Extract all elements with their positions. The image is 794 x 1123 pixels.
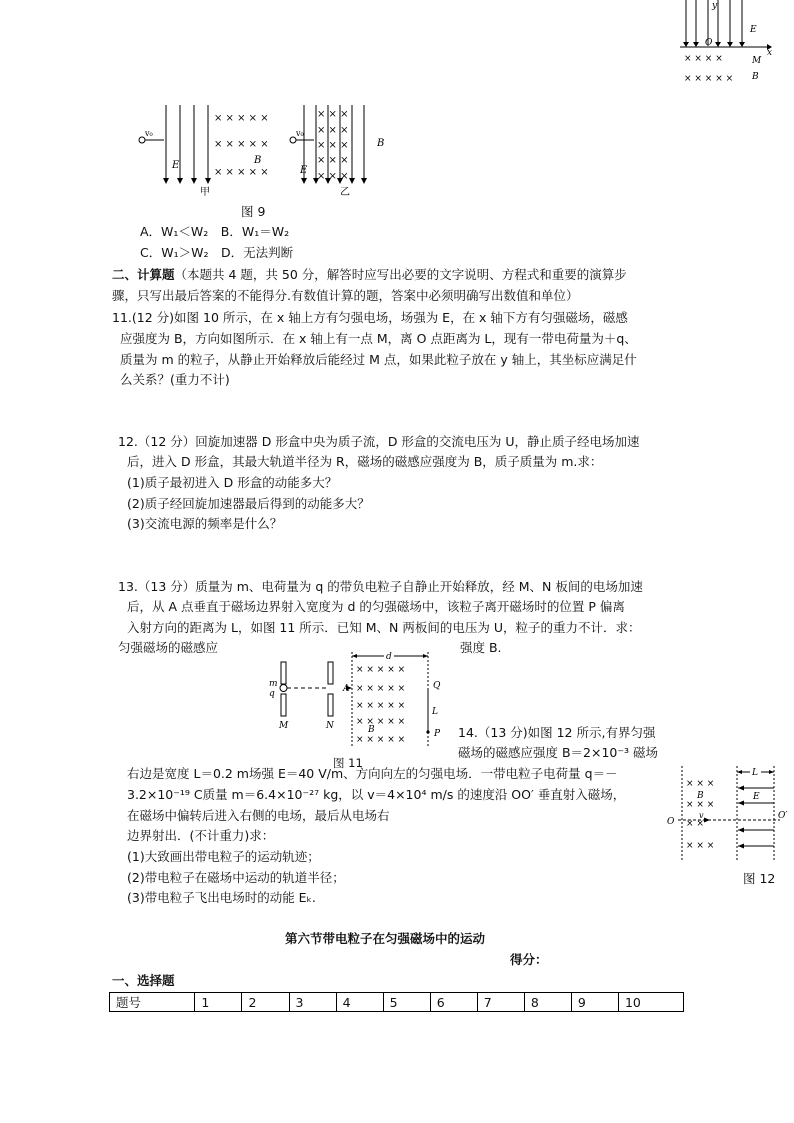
svg-text:× × ×: × × × (317, 155, 349, 166)
svg-text:× × × × ×: × × × × × (214, 113, 269, 124)
figure-11 (266, 648, 446, 750)
q14-line4: 3.2×10⁻¹⁹ C质量 m＝6.4×10⁻²⁷ kg，以 v＝4×10⁴ m/s 的速度沿 OO′ 垂直射入磁场， (127, 787, 626, 802)
fig11-m: m (269, 679, 278, 689)
fig10-y: y (712, 1, 718, 11)
svg-text:× × ×: × × × (686, 841, 715, 851)
figure-12 (664, 764, 792, 862)
fig12-v: v (699, 811, 704, 820)
answer-header-cell: 题号 (110, 993, 195, 1012)
fig9-E2: E (300, 165, 308, 176)
svg-text:× × ×: × × × (686, 800, 715, 810)
fig9-B1: B (254, 155, 262, 166)
q14-line2: 磁场的磁感应强度 B＝2×10⁻³ 磁场 (458, 745, 658, 760)
q11-line3: 质量为 m 的粒子，从静止开始释放后能经过 M 点，如果此粒子放在 y 轴上，其坐标应满足什 (120, 352, 637, 367)
fig9-jia: 甲 (200, 187, 210, 198)
fig9-yi: 乙 (340, 187, 350, 198)
q14-line5: 在磁场中偏转后进入右侧的电场，最后从电场右 (127, 808, 390, 823)
fig11-P: P (434, 729, 441, 739)
q12-sub3: (3)交流电源的频率是什么？ (127, 516, 283, 531)
fig11-A: A (343, 684, 350, 694)
svg-text:× × × × ×: × × × × × (356, 684, 406, 694)
q13-line4b: 强度 B. (460, 640, 502, 655)
section1-heading: 一、选择题 (112, 973, 175, 988)
answer-title: 第六节带电粒子在匀强磁场中的运动 (285, 931, 486, 946)
svg-text:× × × × ×: × × × × × (214, 167, 269, 178)
svg-text:× × ×: × × × (317, 125, 349, 136)
answer-num-cell: 3 (289, 993, 336, 1012)
answer-table (109, 992, 684, 1012)
figure-10 (672, 0, 782, 92)
svg-text:× × × × ×: × × × × × (356, 735, 406, 745)
q14-sub3: (3)带电粒子飞出电场时的动能 Eₖ. (127, 890, 316, 905)
section2-heading (112, 265, 627, 285)
q12-line1: 12.（12 分）回旋加速器 D 形盒中央为质子流，D 形盒的交流电压为 U，静止质子经电场加速 (118, 434, 640, 449)
fig12-O: O (667, 817, 675, 827)
q14-line6: 边界射出．(不计重力)求： (127, 828, 275, 843)
fig9-B2: B (377, 138, 385, 149)
fig9-v0-b: v₀ (296, 129, 304, 138)
fig9-v0-a: v₀ (145, 129, 153, 138)
fig11-q: q (269, 689, 275, 699)
q12-line2: 后，进入 D 形盒，其最大轨道半径为 R，磁场的磁感应强度为 B，质子质量为 m.求： (127, 454, 603, 469)
fig11-L: L (432, 707, 438, 717)
section2-intro: （本题共 4 题，共 50 分，解答时应写出必要的文字说明、方程式和重要的演算步 (174, 267, 627, 282)
q12-sub2: (2)质子经回旋加速器最后得到的动能多大？ (127, 496, 370, 511)
fig10-O: O (705, 38, 713, 48)
q14-line3: 右边是宽度 L＝0.2 m场强 E＝40 V/m、方向向左的匀强电场．一带电粒子电荷量 q＝－ (127, 766, 618, 781)
answer-num-cell: 2 (242, 993, 289, 1012)
fig10-B: B (752, 72, 759, 82)
fig12-O-prime: O′ (778, 811, 788, 821)
q10-options-ab: A．W₁＜W₂ B．W₁＝W₂ (140, 224, 290, 239)
section2-intro-line2: 骤，只写出最后答案的不能得分.有数值计算的题，答案中必须明确写出数值和单位） (112, 288, 579, 303)
q11-line2: 应强度为 B，方向如图所示．在 x 轴上有一点 M，离 O 点距离为 L，现有一带电荷量为＋q、 (120, 331, 637, 346)
q10-options-cd: C．W₁＞W₂ D．无法判断 (140, 245, 294, 260)
answer-num-cell: 9 (571, 993, 618, 1012)
fig11-caption: 图 11 (333, 756, 363, 770)
fig11-M: M (279, 721, 289, 731)
q13-line1: 13.（13 分）质量为 m、电荷量为 q 的带负电粒子自静止开始释放，经 M、N 板间的电场加速 (118, 579, 643, 594)
answer-num-cell: 4 (336, 993, 383, 1012)
q14-line1: 14.（13 分)如图 12 所示,有界匀强 (458, 725, 656, 740)
fig12-B: B (697, 791, 704, 801)
svg-text:× × × × ×: × × × × × (356, 701, 406, 711)
fig10-x: x (767, 48, 773, 58)
figure-9 (136, 103, 396, 198)
svg-text:× × × ×: × × × × (684, 54, 723, 64)
q13-line2: 后，从 A 点垂直于磁场边界射入宽度为 d 的匀强磁场中，该粒子离开磁场时的位置 P 偏离 (127, 599, 625, 614)
svg-text:× × ×: × × × (686, 779, 715, 789)
svg-text:× × ×: × × × (317, 140, 349, 151)
answer-num-cell: 8 (524, 993, 571, 1012)
answer-num-cell: 7 (477, 993, 524, 1012)
fig11-d: d (386, 652, 392, 662)
q14-sub1: (1)大致画出带电粒子的运动轨迹； (127, 849, 320, 864)
q13-line3: 入射方向的距离为 L，如图 11 所示．已知 M、N 两板间的电压为 U，粒子的重力不计．求： (127, 620, 641, 635)
fig11-N: N (326, 721, 334, 731)
fig9-caption: 图 9 (241, 204, 266, 219)
svg-text:× × × × ×: × × × × × (214, 139, 269, 150)
answer-num-cell: 5 (383, 993, 430, 1012)
answer-num-cell: 6 (430, 993, 477, 1012)
svg-text:× × ×: × × × (317, 171, 349, 182)
fig12-L: L (752, 768, 758, 778)
svg-text:× × × × ×: × × × × × (356, 665, 406, 675)
svg-text:× × × × ×: × × × × × (356, 717, 406, 727)
q11-line4: 么关系？(重力不计) (120, 372, 230, 387)
svg-text:× × ×: × × × (317, 109, 349, 120)
fig11-B: B (368, 725, 375, 735)
fig12-E: E (753, 792, 760, 802)
fig10-E: E (750, 25, 757, 35)
q11-line1: 11.(12 分)如图 10 所示，在 x 轴上方有匀强电场，场强为 E，在 x 轴下方有匀强磁场，磁感 (112, 310, 628, 325)
fig9-E1: E (172, 160, 180, 171)
svg-text:× ×: × × (686, 819, 704, 829)
fig11-Q: Q (433, 681, 441, 691)
answer-num-cell: 10 (618, 993, 683, 1012)
fig12-caption: 图 12 (743, 871, 776, 886)
answer-table-row (110, 993, 684, 1012)
q13-line4a: 匀强磁场的磁感应 (118, 640, 219, 655)
answer-num-cell: 1 (195, 993, 242, 1012)
q12-sub1: (1)质子最初进入 D 形盒的动能多大？ (127, 475, 338, 490)
score-label: 得分： (510, 952, 548, 967)
svg-text:× × × × ×: × × × × × (684, 74, 734, 84)
fig10-M: M (752, 56, 762, 66)
q14-sub2: (2)带电粒子在磁场中运动的轨道半径； (127, 870, 345, 885)
section2-title: 二、计算题 (112, 267, 175, 282)
